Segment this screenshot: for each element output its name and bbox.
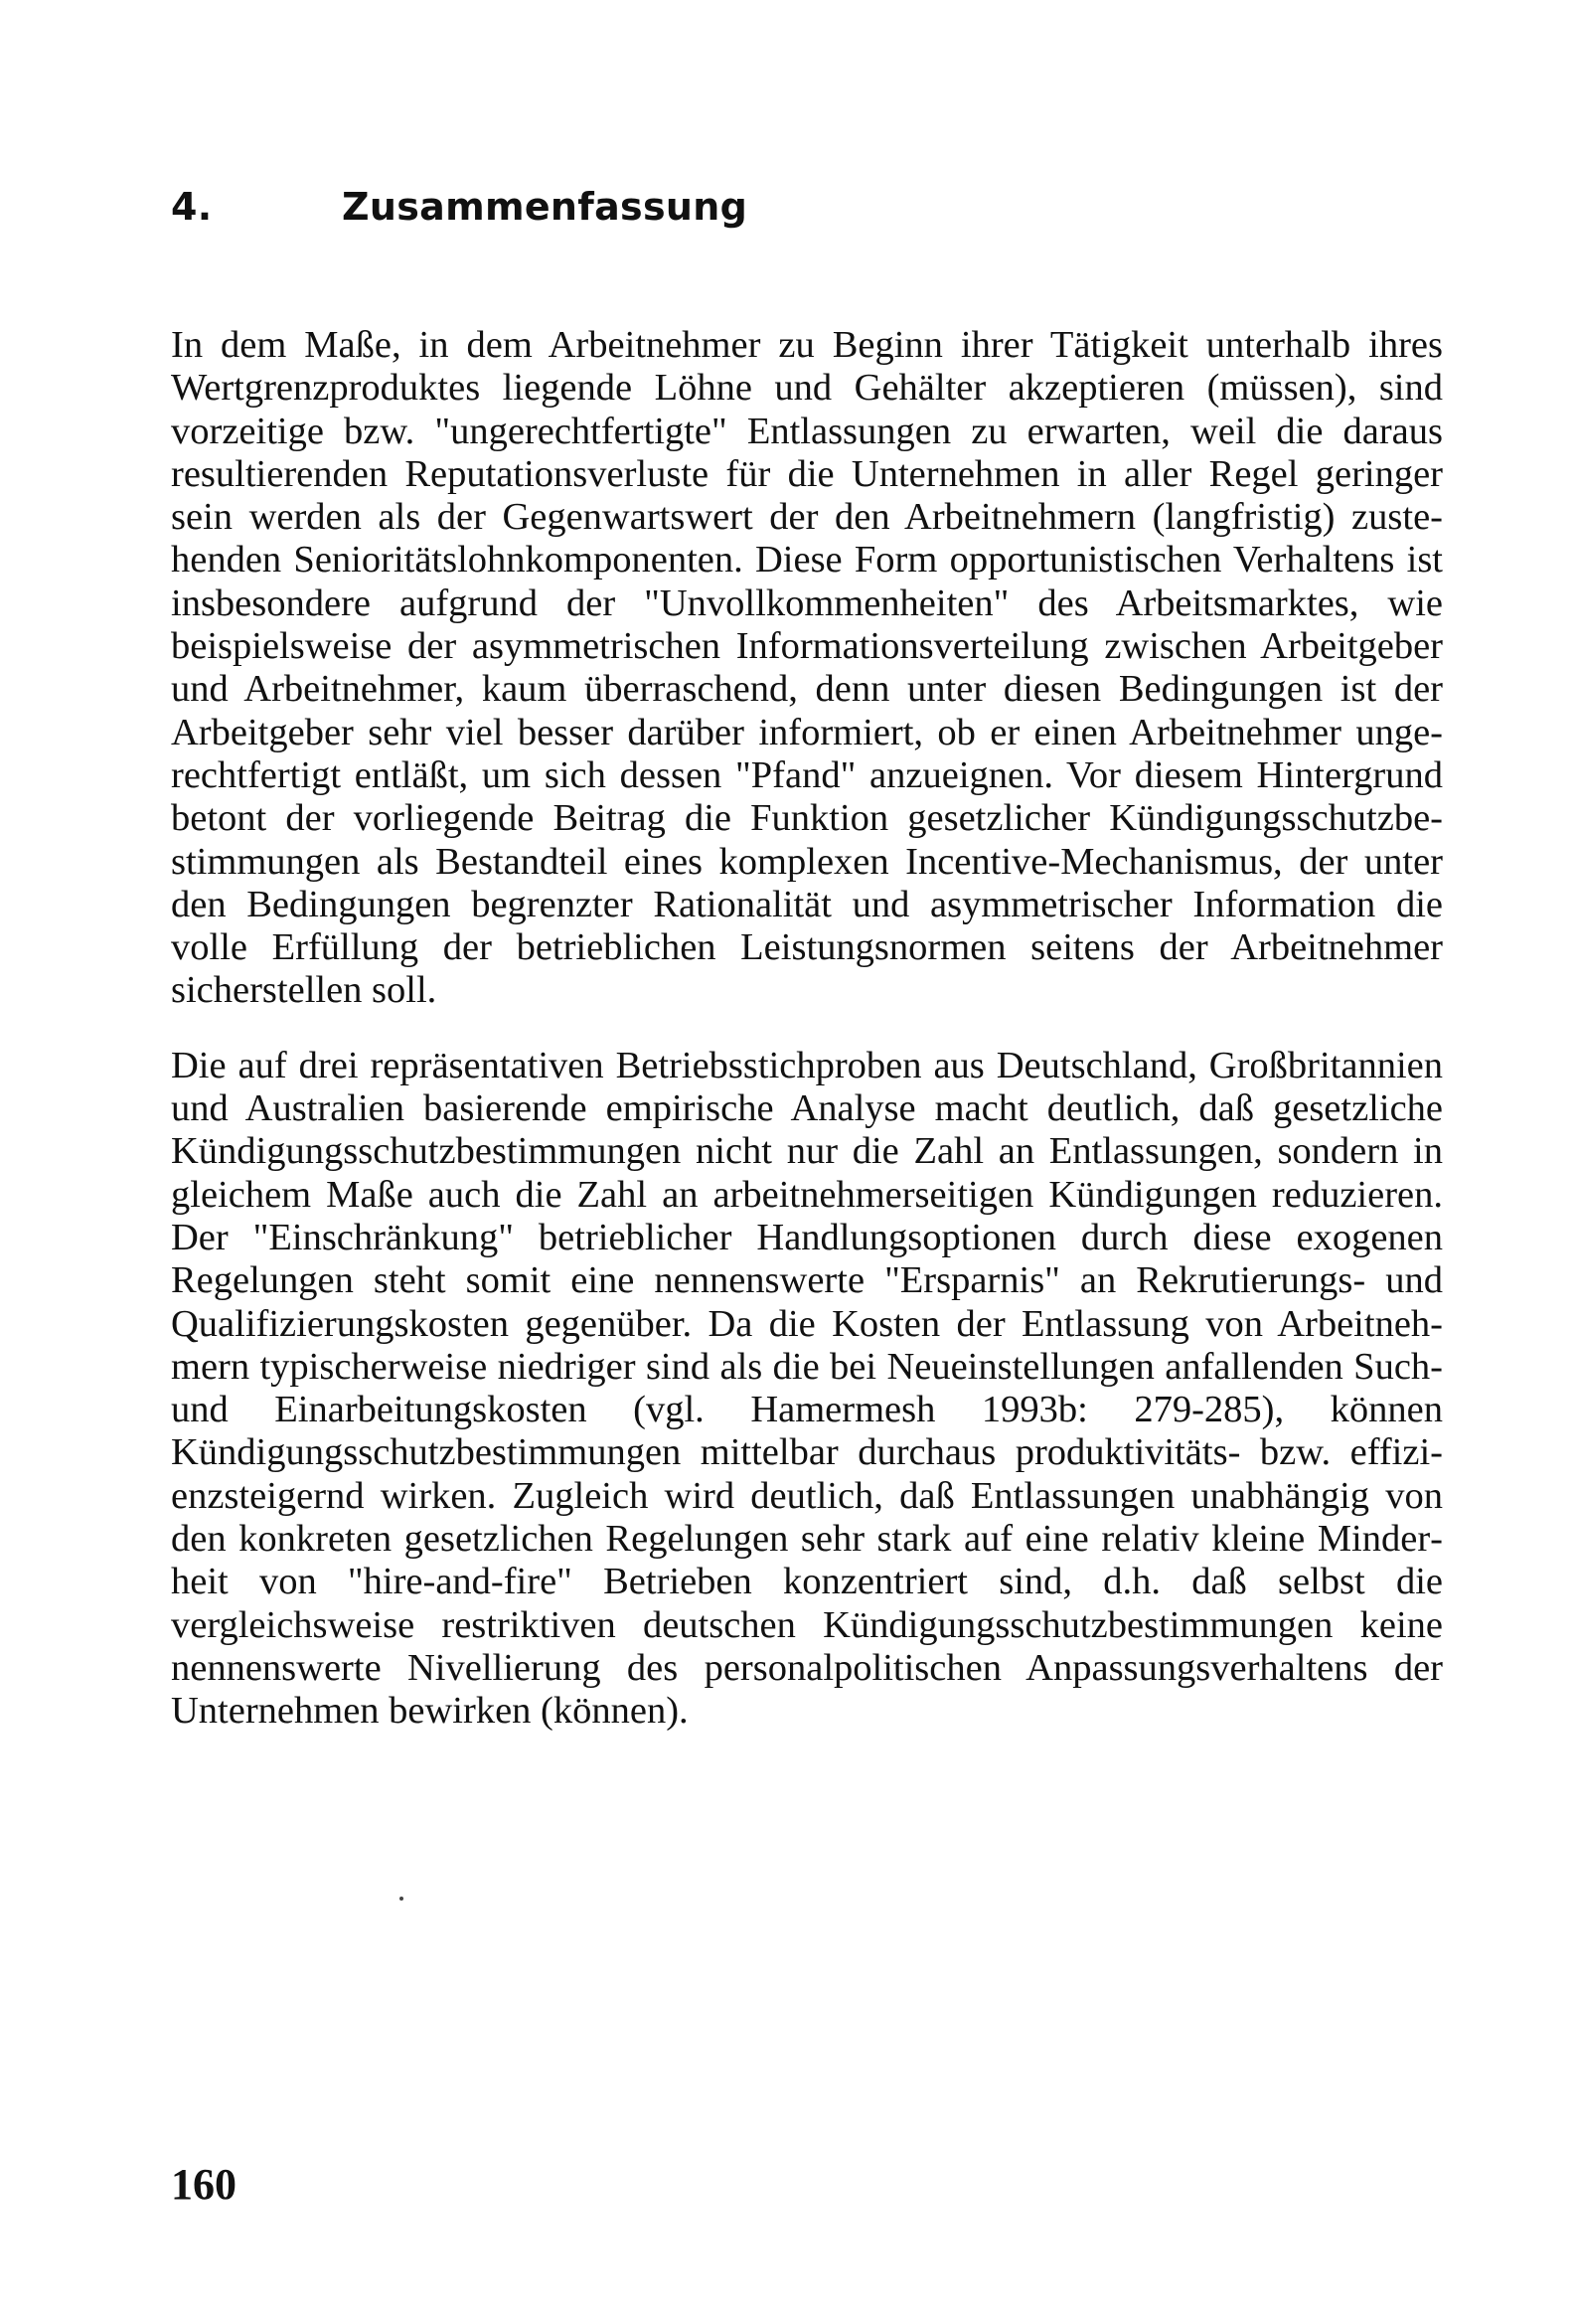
body-text xyxy=(171,324,1443,1734)
paragraph: In dem Maße, in dem Arbeitnehmer zu Beginn ihrer Tätigkeit unterhalb ihres Wertgrenzproduktes liegende Löhne und Gehälter akzeptieren (müssen), sind vorzeitige bzw. "ungerechtfertigte" Entlassungen zu erwarten, weil die daraus resultierenden Reputationsverluste für die Unternehmen in aller Regel geringer sein werden als der Gegenwartswert der den Arbeitnehmern (langfristig) zustehenden Senioritätslohnkomponenten. Diese Form opportunistischen Verhaltens ist insbesondere aufgrund der "Unvollkommenheiten" des Arbeitsmarktes, wie beispielsweise der asymmetrischen Informationsverteilung zwischen Arbeitgeber und Arbeitnehmer, kaum überraschend, denn unter diesen Bedingungen ist der Arbeitgeber sehr viel besser darüber informiert, ob er einen Arbeitnehmer ungerechtfertigt entläßt, um sich dessen "Pfand" anzueignen. Vor diesem Hintergrund betont der vorliegende Beitrag die Funktion gesetzlicher Kündigungsschutzbestimmungen als Bestandteil eines komplexen Incentive-Mechanismus, der unter den Bedingungen begrenzter Rationalität und asymmetrischer Information die volle Erfüllung der betrieblichen Leistungsnormen seitens der Arbeitnehmer sicherstellen soll. xyxy=(171,324,1443,1012)
section-title: Zusammenfassung xyxy=(342,185,748,229)
paragraph: Die auf drei repräsentativen Betriebsstichproben aus Deutschland, Großbritannien und Australien basierende empirische Analyse macht deutlich, daß gesetzliche Kündigungsschutzbestimmungen nicht nur die Zahl an Entlassungen, sondern in gleichem Maße auch die Zahl an arbeitnehmerseitigen Kündigungen reduzieren. Der "Einschränkung" betrieblicher Handlungsoptionen durch diese exogenen Regelungen steht somit eine nennenswerte "Ersparnis" an Rekrutierungs- und Qualifizierungskosten gegenüber. Da die Kosten der Entlassung von Arbeitnehmern typischerweise niedriger sind als die bei Neueinstellungen anfallenden Such- und Einarbeitungskosten (vgl. Hamermesh 1993b: 279-285), können Kündigungsschutzbestimmungen mittelbar durchaus produktivitäts- bzw. effizienzsteigernd wirken. Zugleich wird deutlich, daß Entlassungen unabhängig von den konkreten gesetzlichen Regelungen sehr stark auf eine relativ kleine Minderheit von "hire-and-fire" Betrieben konzentriert sind, d.h. daß selbst die vergleichsweise restriktiven deutschen Kündigungsschutzbestimmungen keine nennenswerte Nivellierung des personalpolitischen Anpassungsverhaltens der Unternehmen bewirken (können). xyxy=(171,1044,1443,1733)
page-number: 160 xyxy=(171,2160,237,2209)
scan-speck xyxy=(399,1897,403,1901)
section-number: 4. xyxy=(171,185,213,229)
section-heading xyxy=(171,185,747,229)
